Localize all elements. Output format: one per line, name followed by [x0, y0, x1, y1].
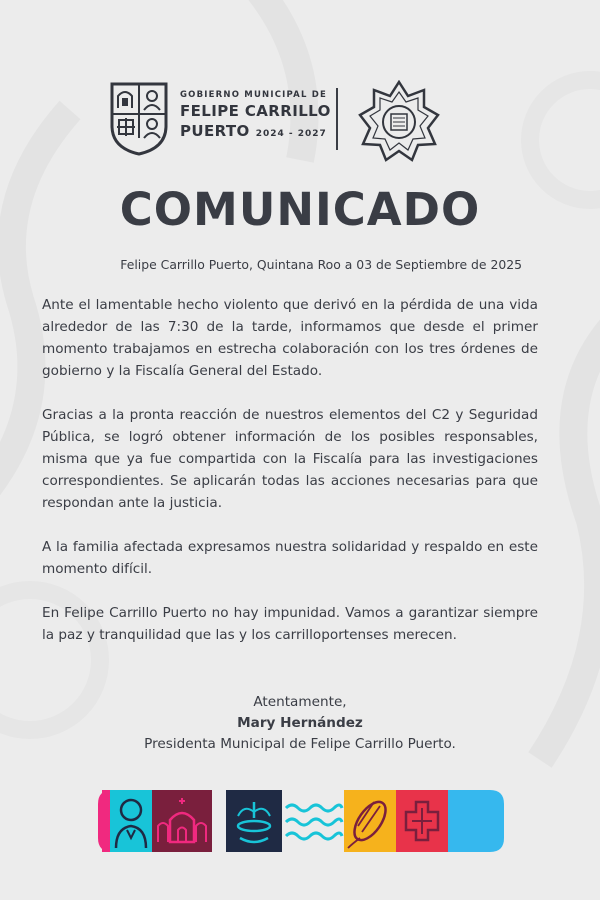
gov-line2: FELIPE CARRILLO — [180, 102, 331, 120]
police-star-badge-icon — [358, 80, 440, 162]
government-logotype — [180, 90, 331, 140]
fountain-icon — [226, 790, 282, 852]
signature-name: Mary Hernández — [237, 715, 363, 731]
gov-line3 — [180, 121, 331, 140]
paragraph: Gracias a la pronta reacción de nuestros elementos del C2 y Seguridad Pública, se logró obtener información de los posibles responsables, misma que ya fue compartida con la Fiscalía para las investigaciones correspondientes. Se aplicarán todas las acciones necesarias para que respondan ante la justicia. — [42, 407, 538, 511]
waves-icon — [282, 790, 344, 852]
signature-closing: Atentamente, — [253, 694, 347, 710]
mayan-cross-icon — [396, 790, 448, 852]
footer-icon-band — [98, 790, 504, 852]
church-icon — [152, 790, 212, 852]
dateline: Felipe Carrillo Puerto, Quintana Roo a 03 de Septiembre de 2025 — [120, 257, 522, 272]
corn-icon — [344, 790, 396, 852]
signature-block — [0, 692, 600, 755]
paragraph: En Felipe Carrillo Puerto no hay impunidad. Vamos a garantizar siempre la paz y tranquilidad que las y los carrilloportenses merecen. — [42, 605, 538, 643]
gov-line1: GOBIERNO MUNICIPAL DE — [180, 90, 327, 100]
communique-body — [42, 294, 538, 668]
header — [108, 80, 448, 160]
page-title: COMUNICADO — [119, 183, 481, 236]
paragraph: Ante el lamentable hecho violento que derivó en la pérdida de una vida alrededor de las 7:30 de la tarde, informamos que desde el primer momento trabajamos en estrecha colaboración con los tres órdenes de gobierno y la Fiscalía General del Estado. — [42, 297, 538, 379]
portrait-icon — [110, 790, 152, 852]
gov-line3-name: PUERTO — [180, 122, 250, 140]
gov-years: 2024 - 2027 — [255, 129, 327, 139]
header-divider — [336, 88, 338, 150]
paragraph: A la familia afectada expresamos nuestra solidaridad y respaldo en este momento difícil. — [42, 539, 538, 577]
municipal-crest-icon — [108, 80, 170, 156]
signature-role: Presidenta Municipal de Felipe Carrillo Puerto. — [144, 736, 456, 752]
